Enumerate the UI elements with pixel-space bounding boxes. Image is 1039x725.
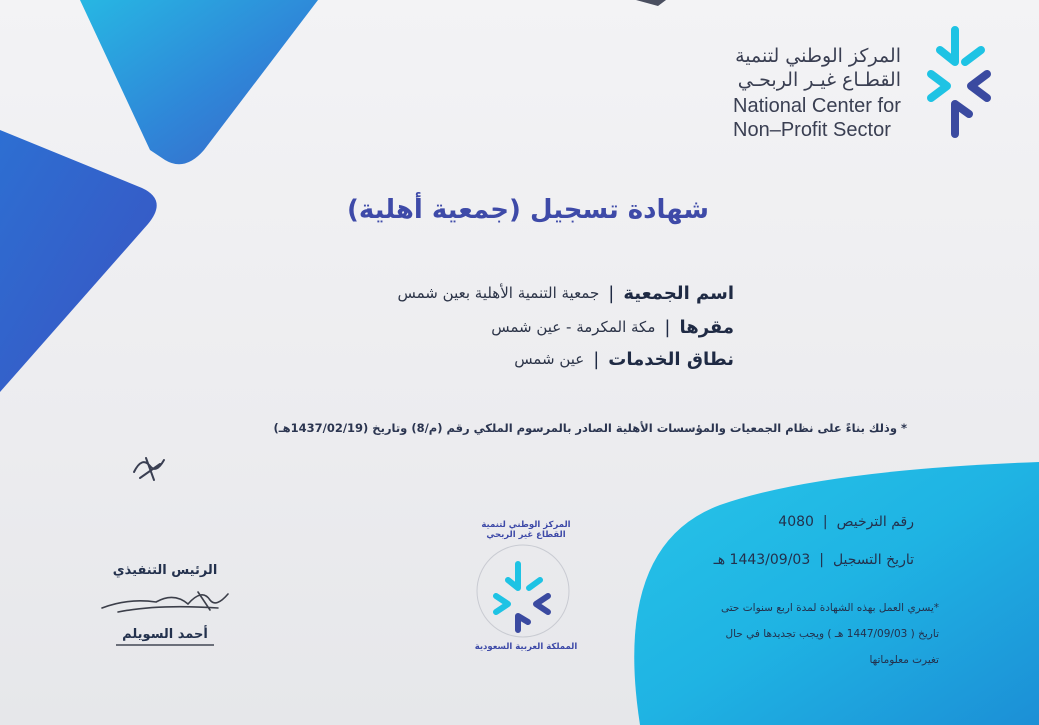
top-arrow-shape	[80, 0, 318, 164]
validity-line1: *يسري العمل بهذه الشهادة لمدة اربع سنوات حتى	[721, 602, 939, 614]
issuer-name-english	[733, 94, 901, 142]
registration-date-row	[714, 552, 914, 568]
validity-note	[699, 595, 939, 673]
field-association-name	[398, 278, 734, 308]
license-number-row	[778, 514, 914, 530]
field-separator: |	[608, 282, 615, 304]
registration-date-value: 1443/09/03 هـ	[713, 552, 811, 568]
field-label: اسم الجمعية	[623, 282, 734, 304]
field-label: نطاق الخدمات	[608, 348, 734, 370]
bottom-right-wave	[634, 462, 1039, 725]
license-number-label: رقم الترخيص	[836, 514, 914, 530]
license-number-value: 4080	[778, 514, 814, 530]
field-service-scope	[514, 344, 734, 374]
legal-note: * وذلك بناءً على نظام الجمعيات والمؤسسات الأهلية الصادر بالمرسوم الملكي رقم (م/8) وتاريخ (1437/02/19هـ)	[273, 421, 907, 435]
field-value: جمعية التنمية الأهلية بعين شمس	[397, 284, 600, 302]
certificate-title: شهادة تسجيل (جمعية أهلية)	[346, 195, 709, 225]
license-separator: |	[822, 514, 828, 530]
ncnp-logo-icon	[925, 22, 995, 140]
license-separator: |	[819, 552, 824, 568]
registration-date-label: تاريخ التسجيل	[832, 552, 914, 568]
signatory-title: الرئيس التنفيذي	[112, 563, 218, 578]
top-small-shape	[636, 0, 666, 6]
signatory-name: أحمد السويلم	[116, 627, 214, 646]
issuer-name-en-line2: Non–Profit Sector	[733, 119, 891, 141]
issuer-name-en-line1: National Center for	[733, 95, 901, 117]
field-value: مكة المكرمة - عين شمس	[491, 318, 656, 336]
field-separator: |	[593, 348, 600, 370]
initials-scribble-icon	[130, 452, 170, 484]
issuer-name-ar-line2: القطـاع غيـر الربحـي	[737, 69, 901, 91]
field-label: مقرها	[679, 316, 734, 338]
field-headquarters	[491, 312, 734, 342]
field-separator: |	[664, 316, 671, 338]
validity-line2: تاريخ ( 1447/09/03 هـ ) ويجب تجديدها في حال	[725, 628, 939, 640]
left-arrow-shape	[0, 130, 157, 392]
seal-text-top: المركز الوطني لتنمية القطاع غير الربحي	[481, 520, 571, 540]
issuer-name-arabic	[701, 44, 901, 92]
signatory-name-wrap	[105, 623, 225, 642]
field-value: عين شمس	[514, 350, 585, 368]
issuer-name-ar-line1: المركز الوطني لتنمية	[735, 45, 901, 67]
seal-text-bottom: المملكة العربية السعودية	[474, 642, 578, 652]
validity-line3: تغيرت معلوماتها	[869, 654, 939, 666]
official-seal	[452, 520, 594, 662]
signature-image	[98, 584, 238, 618]
